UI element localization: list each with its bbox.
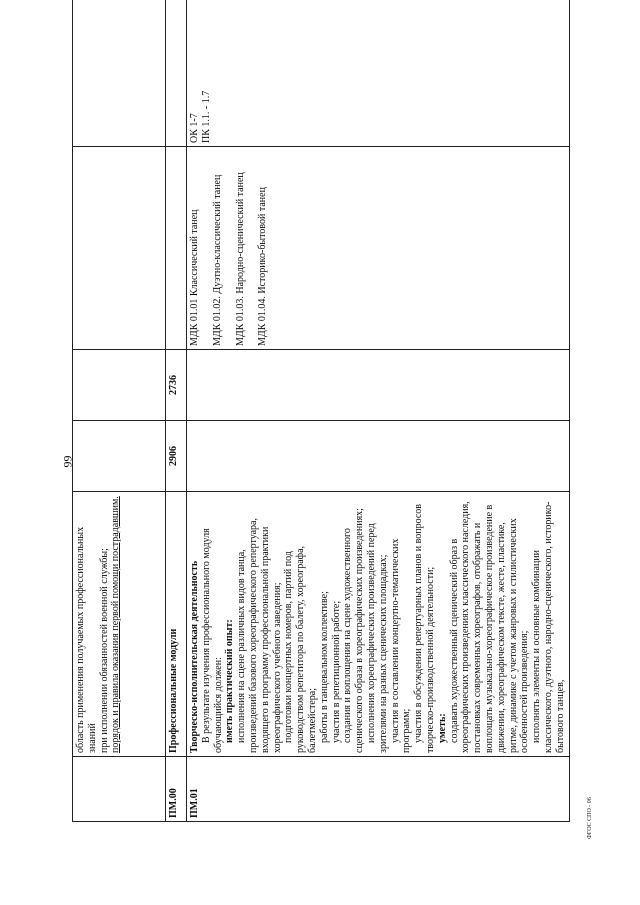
competency-code: ОК 1-7 xyxy=(189,113,200,143)
cell-empty xyxy=(166,0,187,147)
continuation-line: порядок и правила оказания первой помощи пострадавшим. xyxy=(110,496,122,753)
mdk-entry: МДК 01.01 Классический танец xyxy=(189,209,200,346)
skills-item: исполнять элементы и основные комбинации классического, дуэтного, народно-сценического, историко-бытового танцев, xyxy=(531,501,566,753)
experience-item: участия в обсуждении репертуарных планов и вопросов творческо-производственной деятельности; xyxy=(413,503,436,753)
pm01-description xyxy=(187,492,570,757)
cell-continuation-text xyxy=(73,492,166,757)
competency-code: ПК 1.1. - 1.7 xyxy=(200,90,212,143)
pm01-mdk-list xyxy=(187,147,570,350)
experience-item: исполнения на сцене различных видов танца, произведений базового хореографического репертуара, входящего в программу профессиональной практики хореографического учебного заведения; xyxy=(236,518,283,753)
cell-empty xyxy=(187,421,570,492)
continuation-line: область применения получаемых профессиональных знаний xyxy=(75,526,98,753)
pm01-title: Творческо-исполнительская деятельность xyxy=(189,560,200,753)
cell-empty xyxy=(187,350,570,421)
experience-item: участия в составлении концертно-тематических программ; xyxy=(389,538,413,753)
cell-empty xyxy=(73,147,166,350)
pm01-intro2: обучающийся должен: xyxy=(212,657,224,753)
table-row-pm01 xyxy=(187,0,570,822)
mdk-entry: МДК 01.03. Народно-сценический танец xyxy=(234,172,246,346)
cell-empty xyxy=(73,0,166,147)
mdk-entry: МДК 01.02. Дуэтно-классический танец xyxy=(211,174,223,346)
pm00-title: Профессиональные модули xyxy=(166,492,187,757)
cell-empty xyxy=(166,147,187,350)
footer-code: ФГОС СПО - 06 xyxy=(587,797,593,839)
experience-header: иметь практический опыт: xyxy=(224,619,236,743)
skills-header: уметь: xyxy=(436,713,448,743)
experience-item: подготовки концертных номеров, партий под руководством репетитора по балету, хореографа, балетмейстера; xyxy=(283,545,318,753)
cell-empty xyxy=(73,421,166,492)
pm00-hours-mandatory: 2736 xyxy=(166,350,187,421)
pm01-intro: В результате изучения профессионального модуля xyxy=(200,528,212,743)
pm00-code: ПМ.00 xyxy=(166,757,187,822)
cell-empty xyxy=(73,350,166,421)
table-row-pm00 xyxy=(166,0,187,822)
continuation-line: при исполнении обязанностей военной службы; xyxy=(98,548,110,753)
experience-item: работы в танцевальном коллективе; xyxy=(318,591,330,743)
mdk-entry: МДК 01.04. Историко-бытовой танец xyxy=(257,187,269,346)
cell-empty xyxy=(73,757,166,822)
experience-item: создания и воплощения на сцене художественного сценического образа в хореографических произведениях; xyxy=(342,508,366,753)
curriculum-table xyxy=(72,0,570,822)
pm01-competencies xyxy=(187,0,570,147)
skills-item: создавать художественный сценический образ в хореографических произведениях классического наследия, постановках современных хореографов, отображать и воплощать музыкально-хореографическое произведение в движении, хореографическом тексте, жесте, пластике, ритме, динамике с учетом жанровых и стилистических особенностей произведения; xyxy=(448,501,531,753)
curriculum-table-rotated xyxy=(72,32,566,822)
page-number: 99 xyxy=(60,455,75,468)
pm00-hours-max: 2906 xyxy=(166,421,187,492)
experience-item: исполнения хореографических произведений перед зрителями на разных сценических площадках; xyxy=(365,523,389,753)
table-row-continuation xyxy=(73,0,166,822)
experience-item: участия в репетиционной работе; xyxy=(330,600,342,743)
pm01-code: ПМ.01 xyxy=(187,757,570,822)
